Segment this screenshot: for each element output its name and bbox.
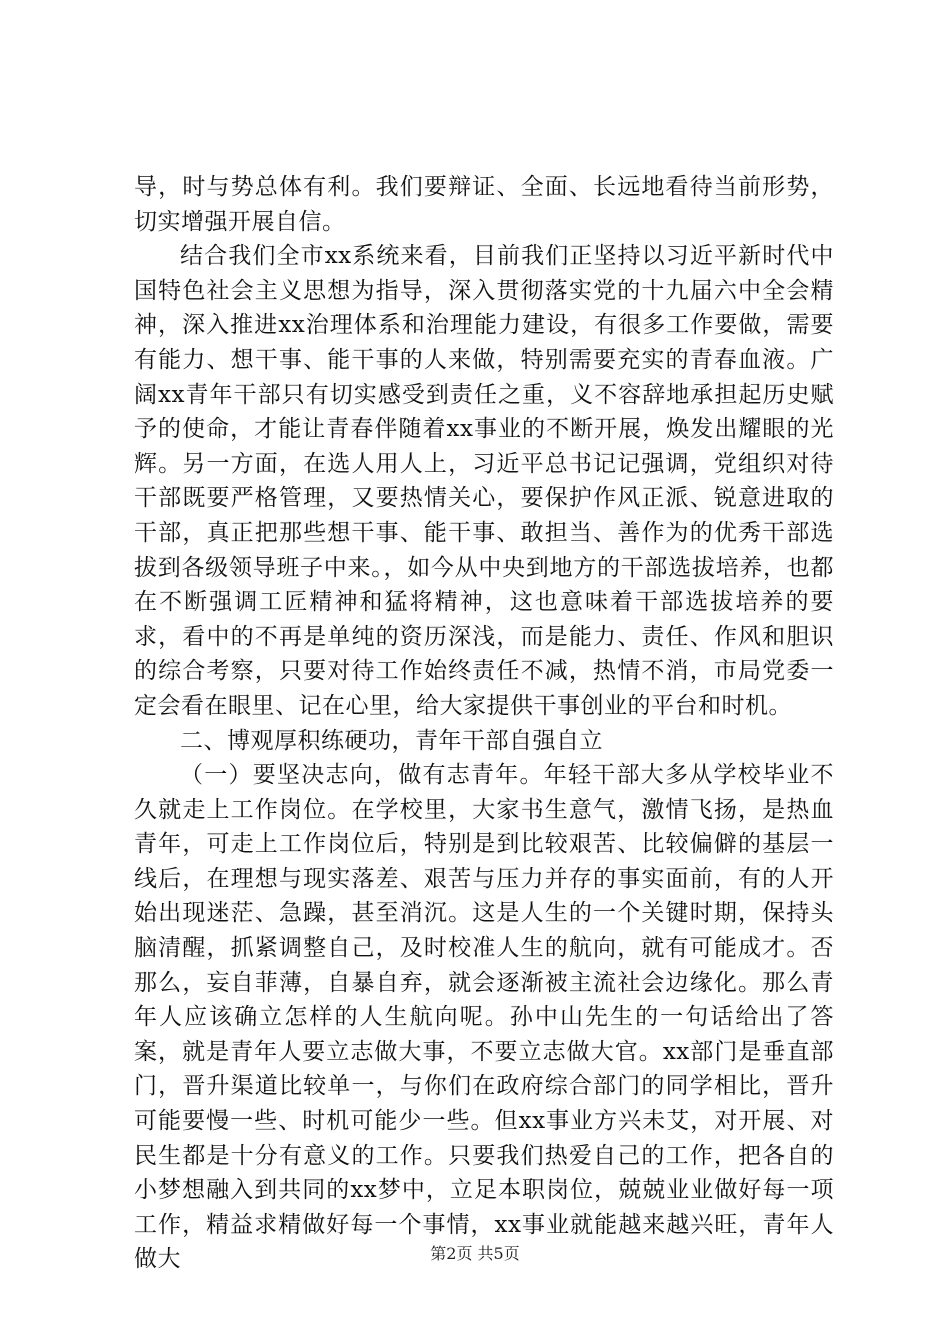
paragraph-xx-system: 结合我们全市xx系统来看，目前我们正坚持以习近平新时代中国特色社会主义思想为指导，深入贯彻落实党的十九届六中全会精神，深入推进xx治理体系和治理能力建设，有很多工作要做，需要有能力、想干事、能干事的人来做，特别需要充实的青春血液。广阔xx青年干部只有切实感受到责任之重，义不容辞地承担起历史赋予的使命，才能让青春伴随着xx事业的不断开展，焕发出耀眼的光辉。另一方面，在选人用人上，习近平总书记记强调，党组织对待干部既要严格管理，又要热情关心，要保护作风正派、锐意进取的干部，真正把那些想干事、能干事、敢担当、善作为的优秀干部选拔到各级领导班子中来。，如今从中央到地方的干部选拔培养，也都在不断强调工匠精神和猛将精神，这也意味着干部选拔培养的要求，看中的不再是单纯的资历深浅，而是能力、责任、作风和胆识的综合考察，只要对待工作始终责任不减，热情不消，市局党委一定会看在眼里、记在心里，给大家提供干事创业的平台和时机。	[134, 243, 834, 719]
document-body	[134, 170, 834, 1277]
page-number-footer: 第2页 共5页	[430, 1244, 520, 1263]
section-heading: 二、博观厚积练硬功，青年干部自强自立	[180, 727, 603, 754]
paragraph-continuation: 导，时与势总体有利。我们要辩证、全面、长远地看待当前形势，切实增强开展自信。	[134, 174, 834, 235]
paragraph-sub-section-1: （一）要坚决志向，做有志青年。年轻干部大多从学校毕业不久就走上工作岗位。在学校里，大家书生意气，激情飞扬，是热血青年，可走上工作岗位后，特别是到比较艰苦、比较偏僻的基层一线后，在理想与现实落差、艰苦与压力并存的事实面前，有的人开始出现迷茫、急躁，甚至消沉。这是人生的一个关键时期，保持头脑清醒，抓紧调整自己，及时校准人生的航向，就有可能成才。否那么，妄自菲薄，自暴自弃，就会逐渐被主流社会边缘化。那么青年人应该确立怎样的人生航向呢。孙中山先生的一句话给出了答案，就是青年人要立志做大事，不要立志做大官。xx部门是垂直部门，晋升渠道比较单一，与你们在政府综合部门的同学相比，晋升可能要慢一些、时机可能少一些。但xx事业方兴未艾，对开展、对民生都是十分有意义的工作。只要我们热爱自己的工作，把各自的小梦想融入到共同的xx梦中，立足本职岗位，兢兢业业做好每一项工作，精益求精做好每一个事情，xx事业就能越来越兴旺，青年人做大	[134, 762, 834, 1273]
